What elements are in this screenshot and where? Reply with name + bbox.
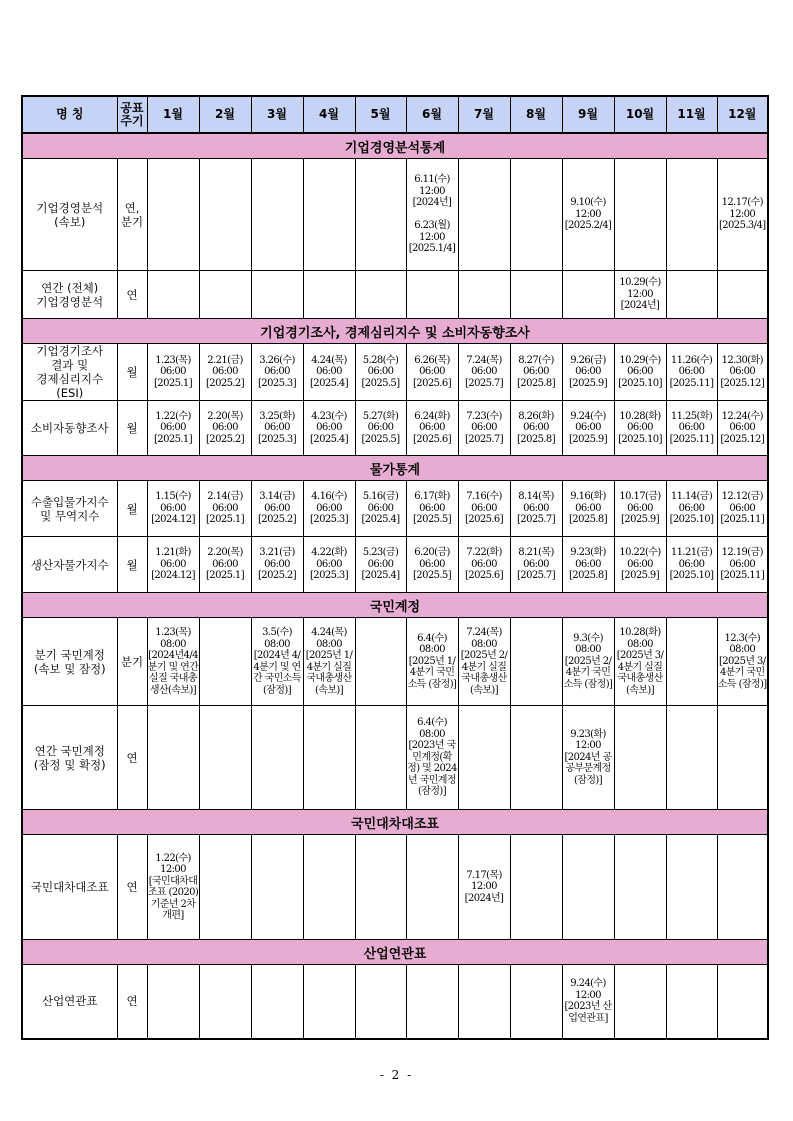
month-header-5: 5월: [355, 96, 406, 133]
release-cycle: 연, 분기: [117, 159, 147, 271]
section-title: 기업경기조사, 경제심리지수 및 소비자동향조사: [22, 319, 768, 344]
release-date-cell-month-11: 11.25(화) 06:00 [2025.11]: [666, 401, 717, 456]
release-date-cell-month-4: 4.24(목) 08:00 [2025년 1/4분기 실질 국내총생산(속보)]: [303, 618, 355, 706]
release-date-cell-month-1: [147, 706, 199, 810]
release-date-cell-month-11: [666, 271, 717, 319]
release-date-cell-month-9: 9.10(수) 12:00 [2025.2/4]: [562, 159, 614, 271]
release-date-cell-month-6: [406, 271, 458, 319]
release-date-cell-month-5: 5.16(금) 06:00 [2025.4]: [355, 481, 406, 537]
release-cycle: 월: [117, 344, 147, 401]
table-row: [22, 401, 768, 456]
release-date-cell-month-7: [458, 965, 510, 1039]
table-row: [22, 706, 768, 810]
release-date-cell-month-7: 7.24(목) 08:00 [2025년 2/4분기 실질 국내총생산(속보)]: [458, 618, 510, 706]
release-date-cell-month-6: [406, 835, 458, 940]
release-date-cell-month-8: [510, 706, 562, 810]
release-date-cell-month-10: [614, 965, 666, 1039]
release-date-cell-month-8: [510, 835, 562, 940]
section-header-row: [22, 810, 768, 835]
section-header-row: [22, 593, 768, 618]
release-date-cell-month-5: [355, 835, 406, 940]
release-date-cell-month-1: 1.21(화) 06:00 [2024.12]: [147, 537, 199, 593]
release-date-cell-month-5: [355, 965, 406, 1039]
release-date-cell-month-5: [355, 159, 406, 271]
release-date-cell-month-1: [147, 271, 199, 319]
release-cycle: 연: [117, 965, 147, 1039]
release-date-cell-month-7: [458, 706, 510, 810]
release-date-cell-month-6: 6.26(목) 06:00 [2025.6]: [406, 344, 458, 401]
release-date-cell-month-4: 4.23(수) 06:00 [2025.4]: [303, 401, 355, 456]
release-cycle: 월: [117, 401, 147, 456]
release-date-cell-month-10: [614, 706, 666, 810]
release-date-cell-month-4: [303, 835, 355, 940]
month-header-9: 9월: [562, 96, 614, 133]
release-date-cell-month-9: 9.23(화) 12:00 [2024년 공공부문계정 (잠정)]: [562, 706, 614, 810]
release-date-cell-month-12: 12.19(금) 06:00 [2025.11]: [717, 537, 768, 593]
release-date-cell-month-4: 4.22(화) 06:00 [2025.3]: [303, 537, 355, 593]
section-header-row: [22, 133, 768, 159]
release-date-cell-month-5: 5.27(화) 06:00 [2025.5]: [355, 401, 406, 456]
release-date-cell-month-3: 3.21(금) 06:00 [2025.2]: [251, 537, 303, 593]
header-row: [22, 96, 768, 133]
month-header-3: 3월: [251, 96, 303, 133]
release-date-cell-month-5: 5.23(금) 06:00 [2025.4]: [355, 537, 406, 593]
month-header-2: 2월: [199, 96, 251, 133]
table-row: [22, 344, 768, 401]
release-date-cell-month-5: [355, 618, 406, 706]
section-title: 물가통계: [22, 456, 768, 481]
release-date-cell-month-9: [562, 835, 614, 940]
release-date-cell-month-3: 3.14(금) 06:00 [2025.2]: [251, 481, 303, 537]
section-header-row: [22, 319, 768, 344]
release-date-cell-month-4: 4.16(수) 06:00 [2025.3]: [303, 481, 355, 537]
name-column-header: 명 칭: [22, 96, 117, 133]
statistic-name: 생산자물가지수: [22, 537, 117, 593]
release-cycle: 연: [117, 835, 147, 940]
statistic-name: 연간 국민계정 (잠정 및 확정): [22, 706, 117, 810]
statistic-name: 기업경기조사 결과 및 경제심리지수(ESI): [22, 344, 117, 401]
release-date-cell-month-7: 7.23(수) 06:00 [2025.7]: [458, 401, 510, 456]
release-date-cell-month-7: 7.22(화) 06:00 [2025.6]: [458, 537, 510, 593]
release-date-cell-month-11: 11.26(수) 06:00 [2025.11]: [666, 344, 717, 401]
release-date-cell-month-2: 2.14(금) 06:00 [2025.1]: [199, 481, 251, 537]
release-date-cell-month-1: 1.23(목) 06:00 [2025.1]: [147, 344, 199, 401]
release-date-cell-month-11: [666, 618, 717, 706]
release-date-cell-month-12: 12.24(수) 06:00 [2025.12]: [717, 401, 768, 456]
month-header-1: 1월: [147, 96, 199, 133]
release-date-cell-month-3: 3.5(수) 08:00 [2024년 4/4분기 및 연간 국민소득(잠정)]: [251, 618, 303, 706]
section-title: 국민대차대조표: [22, 810, 768, 835]
release-date-cell-month-3: 3.25(화) 06:00 [2025.3]: [251, 401, 303, 456]
release-date-cell-month-6: 6.4(수) 08:00 [2025년 1/4분기 국민소득 (잠정)]: [406, 618, 458, 706]
section-header-row: [22, 456, 768, 481]
table-row: [22, 159, 768, 271]
release-date-cell-month-2: 2.20(목) 06:00 [2025.1]: [199, 537, 251, 593]
release-cycle: 월: [117, 481, 147, 537]
release-date-cell-month-8: 8.21(목) 06:00 [2025.7]: [510, 537, 562, 593]
release-date-cell-month-1: [147, 159, 199, 271]
release-date-cell-month-9: 9.26(금) 06:00 [2025.9]: [562, 344, 614, 401]
release-date-cell-month-3: [251, 965, 303, 1039]
statistic-name: 소비자동향조사: [22, 401, 117, 456]
release-date-cell-month-1: 1.15(수) 06:00 [2024.12]: [147, 481, 199, 537]
month-header-11: 11월: [666, 96, 717, 133]
release-date-cell-month-9: 9.24(수) 06:00 [2025.9]: [562, 401, 614, 456]
release-date-cell-month-7: [458, 159, 510, 271]
release-date-cell-month-8: 8.26(화) 06:00 [2025.8]: [510, 401, 562, 456]
schedule-body: [22, 133, 768, 1039]
release-date-cell-month-8: [510, 618, 562, 706]
month-header-7: 7월: [458, 96, 510, 133]
page-number: - 2 -: [379, 1068, 414, 1082]
table-row: [22, 481, 768, 537]
statistic-name: 산업연관표: [22, 965, 117, 1039]
release-date-cell-month-5: 5.28(수) 06:00 [2025.5]: [355, 344, 406, 401]
statistic-name: 기업경영분석 (속보): [22, 159, 117, 271]
month-header-4: 4월: [303, 96, 355, 133]
release-date-cell-month-12: 12.3(수) 08:00 [2025년 3/4분기 국민소득 (잠정)]: [717, 618, 768, 706]
release-date-cell-month-3: [251, 706, 303, 810]
release-date-cell-month-8: [510, 159, 562, 271]
table-row: [22, 618, 768, 706]
release-date-cell-month-10: 10.29(수) 06:00 [2025.10]: [614, 344, 666, 401]
section-title: 기업경영분석통계: [22, 133, 768, 159]
release-date-cell-month-6: 6.20(금) 06:00 [2025.5]: [406, 537, 458, 593]
table-row: [22, 537, 768, 593]
release-date-cell-month-11: [666, 159, 717, 271]
release-date-cell-month-12: [717, 706, 768, 810]
release-date-cell-month-4: 4.24(목) 06:00 [2025.4]: [303, 344, 355, 401]
release-date-cell-month-8: [510, 965, 562, 1039]
release-date-cell-month-6: [406, 965, 458, 1039]
release-date-cell-month-12: 12.17(수) 12:00 [2025.3/4]: [717, 159, 768, 271]
release-date-cell-month-10: [614, 159, 666, 271]
release-date-cell-month-1: 1.23(목) 08:00 [2024년4/4분기 및 연간 실질 국내총생산(속보)]: [147, 618, 199, 706]
release-date-cell-month-7: 7.17(목) 12:00 [2024년]: [458, 835, 510, 940]
release-date-cell-month-11: [666, 835, 717, 940]
section-title: 산업연관표: [22, 940, 768, 965]
release-date-cell-month-7: 7.24(목) 06:00 [2025.7]: [458, 344, 510, 401]
release-date-cell-month-7: [458, 271, 510, 319]
release-date-cell-month-6: 6.17(화) 06:00 [2025.5]: [406, 481, 458, 537]
release-date-cell-month-10: 10.17(금) 06:00 [2025.9]: [614, 481, 666, 537]
release-date-cell-month-11: [666, 706, 717, 810]
release-date-cell-month-2: [199, 835, 251, 940]
release-date-cell-month-3: [251, 835, 303, 940]
release-date-cell-month-11: 11.14(금) 06:00 [2025.10]: [666, 481, 717, 537]
month-header-8: 8월: [510, 96, 562, 133]
release-date-cell-month-2: [199, 271, 251, 319]
release-date-cell-month-8: 8.14(목) 06:00 [2025.7]: [510, 481, 562, 537]
release-date-cell-month-2: [199, 706, 251, 810]
release-date-cell-month-11: 11.21(금) 06:00 [2025.10]: [666, 537, 717, 593]
release-date-cell-month-4: [303, 159, 355, 271]
release-date-cell-month-12: [717, 965, 768, 1039]
release-date-cell-month-2: 2.21(금) 06:00 [2025.2]: [199, 344, 251, 401]
release-date-cell-month-6: 6.4(수) 08:00 [2023년 국민계정(확정) 및 2024년 국민계정(잠정)]: [406, 706, 458, 810]
release-cycle: 연: [117, 271, 147, 319]
release-date-cell-month-10: [614, 835, 666, 940]
section-title: 국민계정: [22, 593, 768, 618]
table-row: [22, 835, 768, 940]
release-date-cell-month-11: [666, 965, 717, 1039]
cycle-column-header: 공표 주기: [117, 96, 147, 133]
statistic-name: 국민대차대조표: [22, 835, 117, 940]
release-date-cell-month-1: 1.22(수) 12:00 [국민대차대조표 (2020) 기준년 2차 개편]: [147, 835, 199, 940]
release-date-cell-month-4: [303, 965, 355, 1039]
release-date-cell-month-10: 10.28(화) 06:00 [2025.10]: [614, 401, 666, 456]
release-date-cell-month-5: [355, 706, 406, 810]
release-date-cell-month-10: 10.22(수) 06:00 [2025.9]: [614, 537, 666, 593]
month-header-12: 12월: [717, 96, 768, 133]
table-row: [22, 271, 768, 319]
release-date-cell-month-10: 10.29(수) 12:00 [2024년]: [614, 271, 666, 319]
table-row: [22, 965, 768, 1039]
release-date-cell-month-12: 12.30(화) 06:00 [2025.12]: [717, 344, 768, 401]
release-date-cell-month-4: [303, 271, 355, 319]
release-date-cell-month-4: [303, 706, 355, 810]
release-date-cell-month-1: 1.22(수) 06:00 [2025.1]: [147, 401, 199, 456]
month-header-6: 6월: [406, 96, 458, 133]
release-cycle: 연: [117, 706, 147, 810]
release-date-cell-month-2: [199, 159, 251, 271]
release-date-cell-month-3: [251, 159, 303, 271]
release-date-cell-month-9: 9.3(수) 08:00 [2025년 2/4분기 국민소득 (잠정)]: [562, 618, 614, 706]
month-header-10: 10월: [614, 96, 666, 133]
release-date-cell-month-3: [251, 271, 303, 319]
release-date-cell-month-7: 7.16(수) 06:00 [2025.6]: [458, 481, 510, 537]
release-date-cell-month-12: 12.12(금) 06:00 [2025.11]: [717, 481, 768, 537]
release-date-cell-month-9: 9.16(화) 06:00 [2025.8]: [562, 481, 614, 537]
release-date-cell-month-8: [510, 271, 562, 319]
statistic-name: 수출입물가지수 및 무역지수: [22, 481, 117, 537]
release-date-cell-month-9: 9.23(화) 06:00 [2025.8]: [562, 537, 614, 593]
release-date-cell-month-1: [147, 965, 199, 1039]
release-date-cell-month-9: 9.24(수) 12:00 [2023년 산업연관표]: [562, 965, 614, 1039]
release-date-cell-month-2: 2.20(목) 06:00 [2025.2]: [199, 401, 251, 456]
release-date-cell-month-2: [199, 965, 251, 1039]
release-date-cell-month-2: [199, 618, 251, 706]
statistic-name: 연간 (전체) 기업경영분석: [22, 271, 117, 319]
release-date-cell-month-8: 8.27(수) 06:00 [2025.8]: [510, 344, 562, 401]
release-date-cell-month-12: [717, 271, 768, 319]
section-header-row: [22, 940, 768, 965]
release-date-cell-month-10: 10.28(화) 08:00 [2025년 3/4분기 실질 국내총생산(속보)]: [614, 618, 666, 706]
release-date-cell-month-9: [562, 271, 614, 319]
release-cycle: 분기: [117, 618, 147, 706]
release-date-cell-month-3: 3.26(수) 06:00 [2025.3]: [251, 344, 303, 401]
release-cycle: 월: [117, 537, 147, 593]
release-schedule-table: [21, 95, 769, 1040]
release-date-cell-month-12: [717, 835, 768, 940]
release-date-cell-month-6: 6.11(수) 12:00 [2024년] 6.23(월) 12:00 [2025.1/4]: [406, 159, 458, 271]
release-date-cell-month-5: [355, 271, 406, 319]
release-date-cell-month-6: 6.24(화) 06:00 [2025.6]: [406, 401, 458, 456]
statistic-name: 분기 국민계정 (속보 및 잠정): [22, 618, 117, 706]
